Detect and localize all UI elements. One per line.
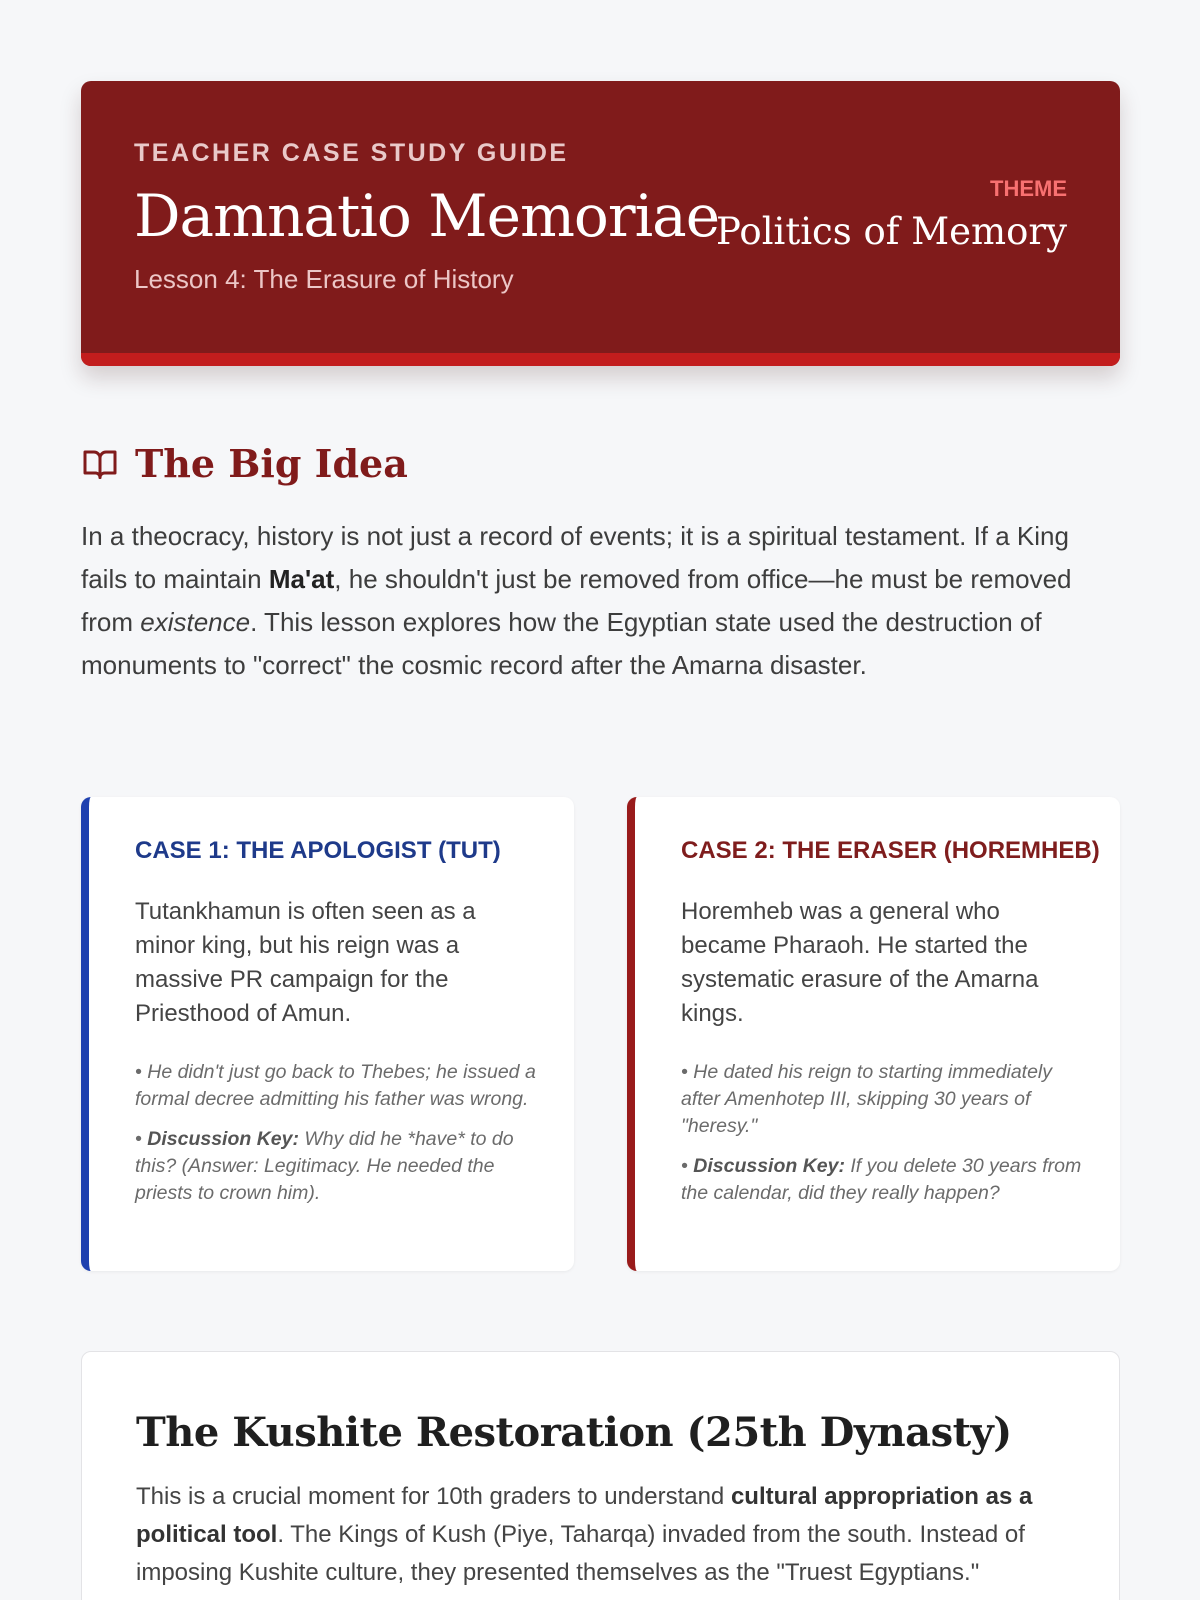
big-idea-title: The Big Idea <box>135 441 408 486</box>
big-idea-text <box>81 515 1120 687</box>
case-title: CASE 2: THE ERASER (HOREMHEB) <box>681 837 1100 864</box>
book-open-icon <box>81 446 119 482</box>
existence-term: existence <box>140 607 251 637</box>
lesson-subtitle: Lesson 4: The Erasure of History <box>134 264 514 294</box>
kushite-text <box>136 1478 1065 1592</box>
header-banner <box>81 81 1120 366</box>
case-title: CASE 1: THE APOLOGIST (TUT) <box>135 837 501 864</box>
big-idea-text-part: . This lesson explores how the Egyptian state used the destruction of monuments to "correct" the cosmic record after the Amarna disaster. <box>81 607 1042 680</box>
case-point: • He didn't just go back to Thebes; he issued a formal decree admitting his father was wrong. <box>135 1061 536 1110</box>
big-idea-heading <box>81 441 408 486</box>
banner-accent-bar <box>81 353 1120 366</box>
discussion-key: • Discussion Key: Why did he *have* to do this? (Answer: Legitimacy. He needed the priests to crown him). <box>135 1128 514 1204</box>
case-points <box>135 1059 536 1207</box>
discussion-key: • Discussion Key: If you delete 30 years from the calendar, did they really happen? <box>681 1155 1082 1204</box>
big-idea-text-part: In a theocracy, history is not just a record of events; it is a spiritual testament. If a King fails to maintain <box>81 521 1069 594</box>
theme-label: THEME <box>990 176 1067 201</box>
theme-value: Politics of Memory <box>716 210 1067 253</box>
kushite-key-phrase: cultural appropriation as a political tool <box>136 1483 1033 1548</box>
discussion-key-text: If you delete 30 years from the calendar, did they really happen? <box>681 1155 1082 1204</box>
page-title: Damnatio Memoriae <box>134 182 720 250</box>
discussion-key-text: Why did he *have* to do this? (Answer: Legitimacy. He needed the priests to crown him). <box>135 1128 514 1204</box>
kushite-title: The Kushite Restoration (25th Dynasty) <box>136 1409 1012 1456</box>
case-point: • He dated his reign to starting immediately after Amenhotep III, skipping 30 years of "heresy." <box>681 1061 1053 1137</box>
case-body: Horemheb was a general who became Pharaoh. He started the systematic erasure of the Amarna kings. <box>681 898 1039 1027</box>
case-body: Tutankhamun is often seen as a minor king, but his reign was a massive PR campaign for the Priesthood of Amun. <box>135 898 476 1027</box>
case-points <box>681 1059 1082 1207</box>
case-card-tut <box>81 797 574 1271</box>
discussion-key-label: Discussion Key: <box>147 1128 299 1150</box>
guide-kicker: TEACHER CASE STUDY GUIDE <box>134 139 569 167</box>
discussion-key-label: Discussion Key: <box>693 1155 845 1177</box>
kushite-text-part: This is a crucial moment for 10th graders to understand <box>136 1483 731 1510</box>
kushite-panel <box>81 1351 1120 1600</box>
big-idea-text-part: , he shouldn't just be removed from office—he must be removed from <box>81 564 1072 637</box>
kushite-text-part: . The Kings of Kush (Piye, Taharqa) invaded from the south. Instead of imposing Kushite culture, they presented themselves as the "Truest Egyptians." <box>136 1521 1025 1586</box>
case-study-page <box>81 81 1120 1586</box>
case-card-horemheb <box>627 797 1120 1271</box>
maat-term: Ma'at <box>268 564 335 594</box>
